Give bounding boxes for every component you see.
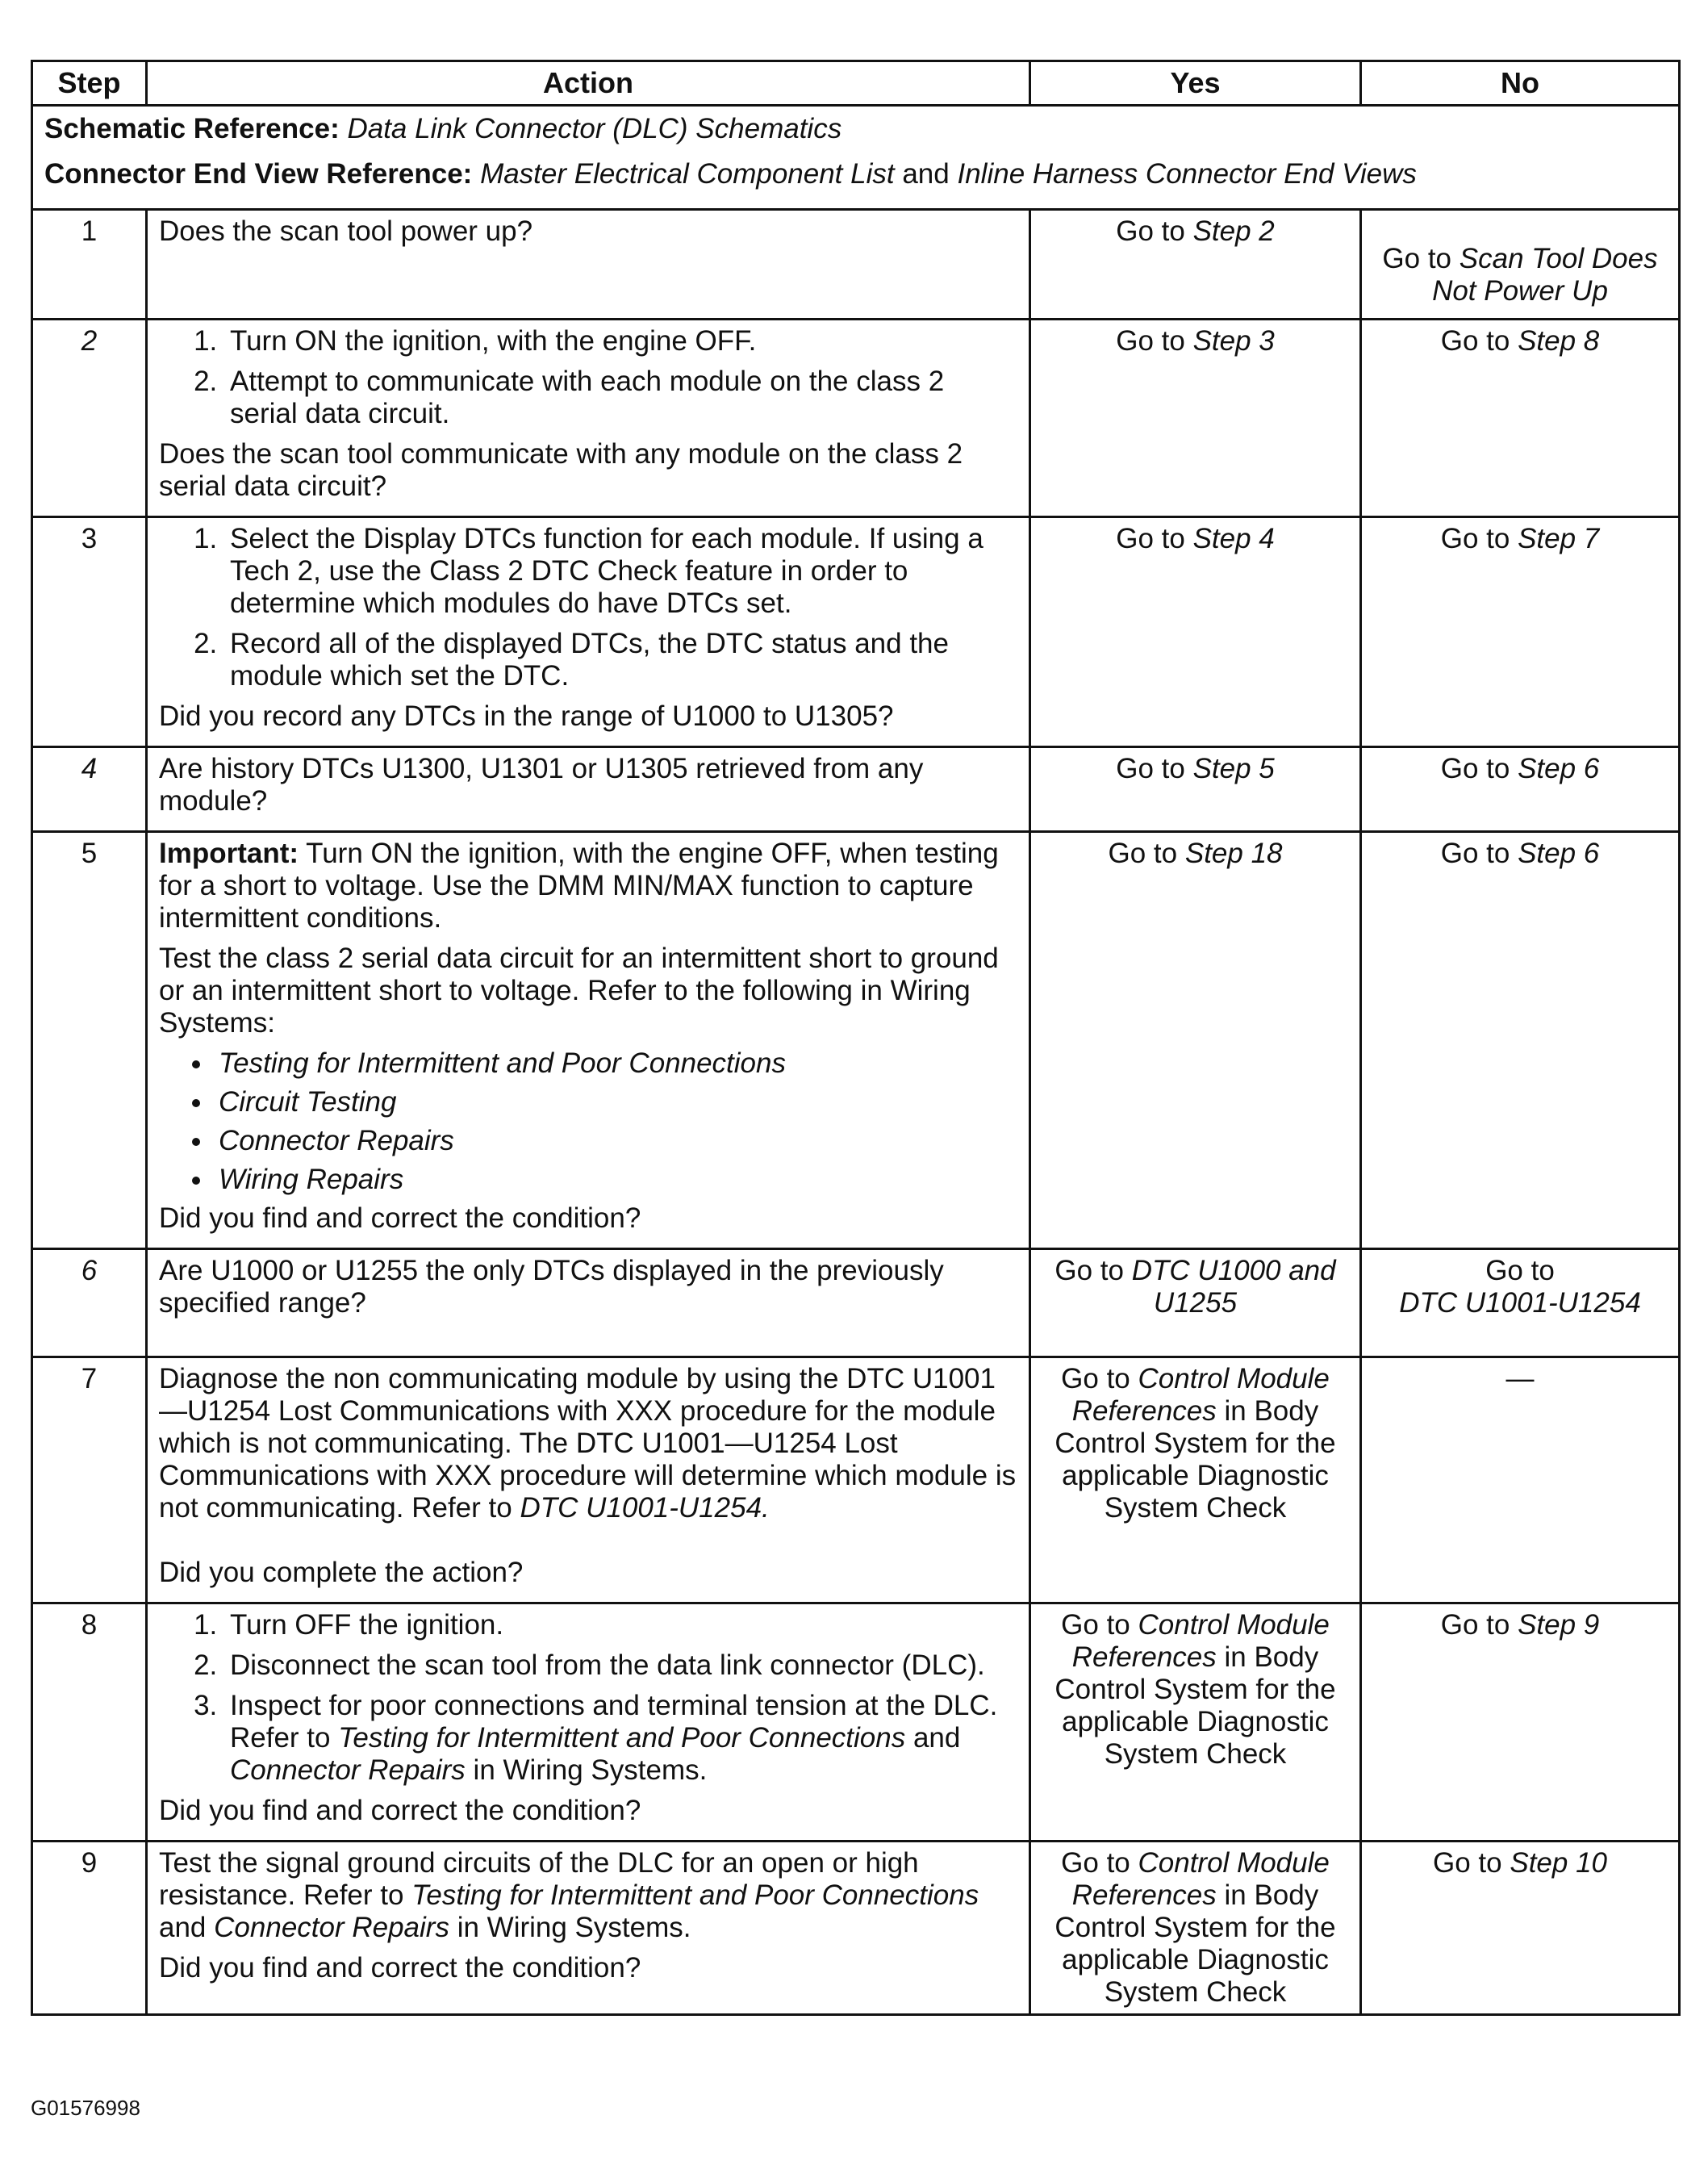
yes-cell[interactable]: Go to DTC U1000 and U1255	[1030, 1249, 1361, 1357]
diagnostic-table	[31, 60, 1681, 2016]
no-cell[interactable]: Go to Scan Tool Does Not Power Up	[1361, 210, 1680, 320]
action-cell	[147, 1249, 1030, 1357]
reference-cell	[32, 106, 1680, 210]
question-text: Did you record any DTCs in the range of U1000 to U1305?	[159, 700, 894, 732]
yes-link[interactable]: Step 2	[1192, 215, 1275, 247]
step-number: 5	[32, 832, 147, 1249]
list-item[interactable]: • Testing for Intermittent and Poor Connections	[214, 1047, 1017, 1080]
reference-list	[159, 1047, 1017, 1196]
reference-row	[32, 106, 1680, 210]
action-cell	[147, 1842, 1030, 2015]
component-list-link[interactable]: Master Electrical Component List	[480, 158, 895, 190]
action-cell	[147, 1603, 1030, 1842]
figure-id: G01576998	[31, 2096, 140, 2120]
action-steps: 1. Select the Display DTCs function for each module. If using a Tech 2, use the Class 2 DTC Check feature in order to determine which modules do have DTCs set. 2. Record all of the displayed DTCs, the DTC status and the module which set the DTC.	[159, 523, 1017, 692]
action-cell	[147, 320, 1030, 517]
question-text: Did you find and correct the condition?	[159, 1202, 641, 1234]
yes-link[interactable]: Control Module References	[1071, 1847, 1330, 1911]
question-text: Did you find and correct the condition?	[159, 1795, 641, 1826]
step-number: 1	[32, 210, 147, 320]
intermittent-connections-link[interactable]: Testing for Intermittent and Poor Connections	[411, 1879, 979, 1911]
action-cell	[147, 1357, 1030, 1603]
yes-cell[interactable]: Go to Step 3	[1030, 320, 1361, 517]
action-cell	[147, 210, 1030, 320]
list-item[interactable]: • Wiring Repairs	[214, 1164, 1017, 1196]
step-number: 3	[32, 517, 147, 747]
yes-link[interactable]: Control Module References	[1071, 1609, 1330, 1673]
table-row	[32, 1842, 1680, 2015]
question-text: Did you complete the action?	[159, 1557, 524, 1588]
list-item[interactable]: • Circuit Testing	[214, 1086, 1017, 1118]
question-text: Does the scan tool power up?	[159, 215, 533, 247]
table-row	[32, 1249, 1680, 1357]
yes-cell[interactable]: Go to Step 5	[1030, 747, 1361, 832]
question-text: Does the scan tool communicate with any module on the class 2 serial data circuit?	[159, 438, 963, 502]
no-link[interactable]: Step 10	[1510, 1847, 1607, 1879]
yes-cell[interactable]: Go to Control Module References in Body Control System for the applicable Diagnostic System Check	[1030, 1842, 1361, 2015]
no-link[interactable]: DTC U1001-U1254	[1399, 1287, 1641, 1319]
yes-cell[interactable]: Go to Step 18	[1030, 832, 1361, 1249]
header-step: Step	[32, 61, 147, 106]
step-number: 6	[32, 1249, 147, 1357]
table-row	[32, 320, 1680, 517]
table-row	[32, 832, 1680, 1249]
header-action: Action	[147, 61, 1030, 106]
action-steps: 1. Turn OFF the ignition. 2. Disconnect the scan tool from the data link connector (DLC). 3. Inspect for poor connections and terminal tension at the DLC. Refer to Testing for Intermittent and Poor Connections and Connector Repairs in Wiring Systems.	[159, 1609, 1017, 1787]
dtc-link[interactable]: DTC U1001-U1254.	[520, 1492, 770, 1524]
action-text: Test the signal ground circuits of the DLC for an open or high resistance. Refer to Testing for Intermittent and Poor Connections and Connector Repairs in Wiring Systems.	[159, 1847, 979, 1943]
no-link[interactable]: Step 8	[1518, 325, 1600, 357]
no-link[interactable]: Step 6	[1518, 753, 1600, 784]
yes-cell[interactable]: Go to Control Module References in Body Control System for the applicable Diagnostic System Check	[1030, 1603, 1361, 1842]
table-row	[32, 210, 1680, 320]
yes-cell[interactable]: Go to Step 2	[1030, 210, 1361, 320]
yes-link[interactable]: Step 4	[1192, 523, 1275, 554]
no-link[interactable]: Step 7	[1518, 523, 1600, 554]
connector-repairs-link[interactable]: Connector Repairs	[230, 1754, 466, 1786]
yes-cell[interactable]: Go to Step 4	[1030, 517, 1361, 747]
step-number: 7	[32, 1357, 147, 1603]
no-link[interactable]: Step 9	[1518, 1609, 1600, 1641]
no-link[interactable]: Step 6	[1518, 838, 1600, 869]
test-instructions: Test the class 2 serial data circuit for an intermittent short to ground or an intermittent short to voltage. Refer to the following in Wiring Systems:	[159, 943, 999, 1039]
header-row	[32, 61, 1680, 106]
action-text: Diagnose the non communicating module by using the DTC U1001—U1254 Lost Communications with XXX procedure for the module which is not communicating. The DTC U1001—U1254 Lost Communications with XXX procedure will determine which module is not communicating. Refer to DTC U1001-U1254.	[159, 1363, 1017, 1524]
no-cell[interactable]: Go to DTC U1001-U1254	[1361, 1249, 1680, 1357]
no-cell[interactable]: Go to Step 6	[1361, 747, 1680, 832]
no-cell[interactable]: Go to Step 10	[1361, 1842, 1680, 2015]
question-text: Are U1000 or U1255 the only DTCs displayed in the previously specified range?	[159, 1255, 944, 1319]
no-cell: —	[1361, 1357, 1680, 1603]
question-text: Did you find and correct the condition?	[159, 1952, 641, 1984]
step-number: 4	[32, 747, 147, 832]
intermittent-connections-link[interactable]: Testing for Intermittent and Poor Connections	[338, 1722, 906, 1754]
no-link[interactable]: Scan Tool Does Not Power Up	[1432, 243, 1658, 307]
step-number: 2	[32, 320, 147, 517]
action-cell	[147, 517, 1030, 747]
yes-link[interactable]: Step 3	[1192, 325, 1275, 357]
connector-repairs-link[interactable]: Connector Repairs	[214, 1912, 449, 1943]
connector-end-views-link[interactable]: Inline Harness Connector End Views	[957, 158, 1417, 190]
yes-link[interactable]: Control Module References	[1071, 1363, 1330, 1427]
header-yes: Yes	[1030, 61, 1361, 106]
connector-reference: Connector End View Reference: Master Electrical Component List and Inline Harness Connector End Views	[44, 158, 1417, 190]
yes-cell[interactable]: Go to Control Module References in Body Control System for the applicable Diagnostic System Check	[1030, 1357, 1361, 1603]
important-note: Important: Turn ON the ignition, with the engine OFF, when testing for a short to voltage. Use the DMM MIN/MAX function to capture intermittent conditions.	[159, 838, 999, 934]
table-row	[32, 1603, 1680, 1842]
table-row	[32, 1357, 1680, 1603]
no-cell[interactable]: Go to Step 6	[1361, 832, 1680, 1249]
action-steps: 1. Turn ON the ignition, with the engine OFF. 2. Attempt to communicate with each module on the class 2 serial data circuit.	[159, 325, 1017, 430]
no-cell[interactable]: Go to Step 8	[1361, 320, 1680, 517]
table-row	[32, 517, 1680, 747]
schematic-reference-link[interactable]: Data Link Connector (DLC) Schematics	[347, 113, 842, 144]
table-row	[32, 747, 1680, 832]
no-cell[interactable]: Go to Step 7	[1361, 517, 1680, 747]
question-text: Are history DTCs U1300, U1301 or U1305 retrieved from any module?	[159, 753, 924, 817]
schematic-reference: Schematic Reference: Data Link Connector (DLC) Schematics	[44, 113, 842, 144]
yes-link[interactable]: DTC U1000 and U1255	[1131, 1255, 1336, 1319]
yes-link[interactable]: Step 5	[1192, 753, 1275, 784]
action-cell	[147, 832, 1030, 1249]
no-cell[interactable]: Go to Step 9	[1361, 1603, 1680, 1842]
yes-link[interactable]: Step 18	[1184, 838, 1283, 869]
header-no: No	[1361, 61, 1680, 106]
step-number: 8	[32, 1603, 147, 1842]
step-number: 9	[32, 1842, 147, 2015]
action-cell	[147, 747, 1030, 832]
list-item[interactable]: • Connector Repairs	[214, 1125, 1017, 1157]
